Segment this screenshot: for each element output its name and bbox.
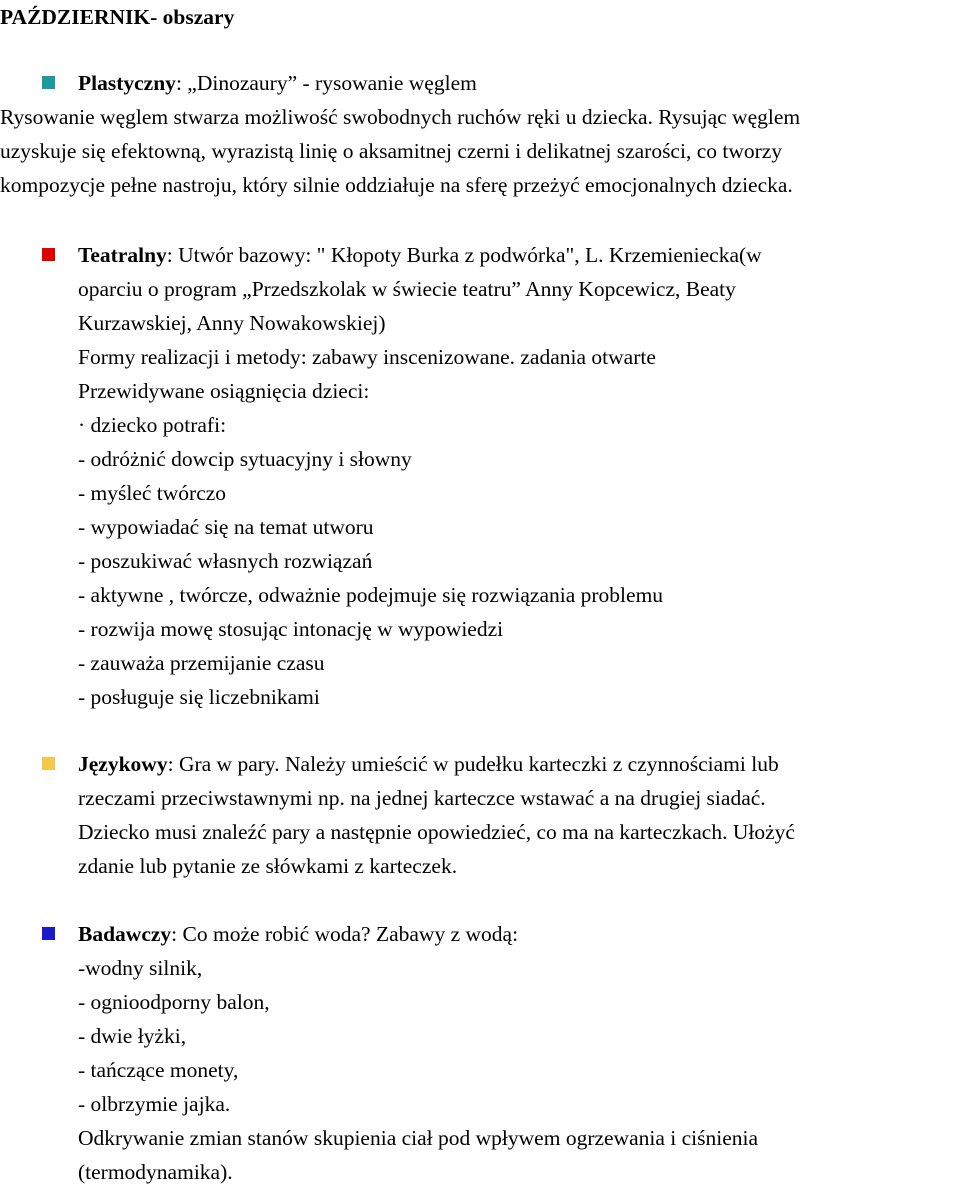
paragraph-line: Kurzawskiej, Anny Nowakowskiej) — [78, 311, 386, 335]
section-jezykowy — [0, 747, 958, 883]
label-colon: : — [171, 922, 178, 946]
list-item: - aktywne , twórcze, odważnie podejmuje się rozwiązania problemu — [78, 583, 664, 607]
label-colon: : — [166, 243, 173, 267]
list-item: - odróżnić dowcip sytuacyjny i słowny — [78, 447, 412, 471]
paragraph-line: oparciu o program „Przedszkolak w świecie teatru” Anny Kopcewicz, Beaty — [78, 277, 736, 301]
paragraph-line: Dziecko musi znaleźć pary a następnie opowiedzieć, co ma na karteczkach. Ułożyć — [78, 820, 795, 844]
section-topic: Utwór bazowy: " Kłopoty Burka z podwórka", L. Krzemieniecka(w — [172, 243, 762, 267]
list-item: · dziecko potrafi: — [78, 413, 227, 437]
list-item: - posługuje się liczebnikami — [78, 685, 320, 709]
paragraph-line: Odkrywanie zmian stanów skupienia ciał pod wpływem ogrzewania i ciśnienia — [78, 1126, 759, 1150]
section-badawczy — [0, 917, 958, 1189]
list-item: - rozwija mowę stosując intonację w wypowiedzi — [78, 617, 504, 641]
list-item: - poszukiwać własnych rozwiązań — [78, 549, 373, 573]
paragraph-line: Formy realizacji i metody: zabawy inscenizowane. zadania otwarte — [78, 345, 656, 369]
list-item: - ognioodporny balon, — [78, 990, 270, 1014]
section-label: Badawczy — [78, 922, 172, 946]
list-item: - dwie łyżki, — [78, 1024, 187, 1048]
square-bullet-icon — [42, 76, 55, 89]
section-topic: „Dinozaury” - rysowanie węglem — [181, 71, 477, 95]
square-bullet-icon — [42, 927, 55, 940]
section-teatralny — [0, 238, 958, 714]
paragraph-line: Przewidywane osiągnięcia dzieci: — [78, 379, 370, 403]
section-topic: Gra w pary. Należy umieścić w pudełku karteczki z czynnościami lub — [173, 752, 779, 776]
section-label: Teatralny — [78, 243, 167, 267]
section-heading — [0, 238, 958, 272]
paragraph-line: uzyskuje się efektowną, wyrazistą linię o aksamitnej czerni i delikatnej szarości, co tworzy — [0, 139, 783, 163]
section-heading — [0, 917, 958, 951]
paragraph-line: kompozycje pełne nastroju, który silnie oddziałuje na sferę przeżyć emocjonalnych dziecka. — [0, 173, 793, 197]
section-heading — [0, 747, 958, 781]
list-item: - myśleć twórczo — [78, 481, 227, 505]
paragraph-line: rzeczami przeciwstawnymi np. na jednej karteczce wstawać a na drugiej siadać. — [78, 786, 766, 810]
list-item: - wypowiadać się na temat utworu — [78, 515, 374, 539]
label-colon: : — [167, 752, 174, 776]
square-bullet-icon — [42, 757, 55, 770]
label-colon: : — [175, 71, 182, 95]
paragraph-line: zdanie lub pytanie ze słówkami z karteczek. — [78, 854, 458, 878]
page-title: PAŹDZIERNIK- obszary — [0, 5, 235, 29]
paragraph-line: Rysowanie węglem stwarza możliwość swobodnych ruchów ręki u dziecka. Rysując węglem — [0, 105, 801, 129]
section-label: Językowy — [78, 752, 168, 776]
section-heading — [0, 66, 958, 100]
list-item: - olbrzymie jajka. — [78, 1092, 231, 1116]
paragraph-line: (termodynamika). — [78, 1160, 233, 1184]
section-plastyczny — [0, 66, 958, 202]
section-label: Plastyczny — [78, 71, 176, 95]
list-item: - zauważa przemijanie czasu — [78, 651, 325, 675]
list-item: -wodny silnik, — [78, 956, 203, 980]
square-bullet-icon — [42, 248, 55, 261]
list-item: - tańczące monety, — [78, 1058, 239, 1082]
section-topic: Co może robić woda? Zabawy z wodą: — [177, 922, 519, 946]
